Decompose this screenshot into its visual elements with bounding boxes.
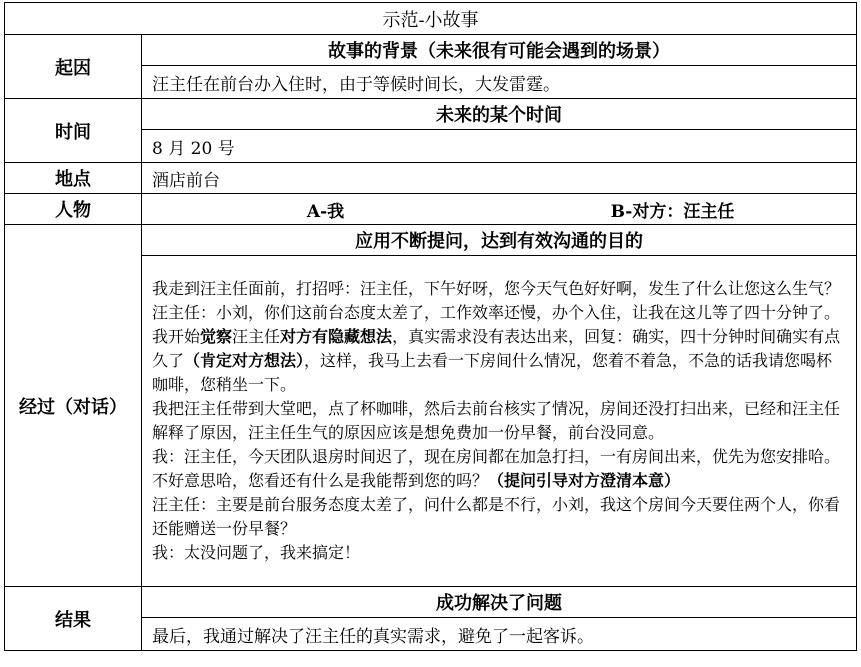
place-label: 地点 [5,163,142,194]
people-label: 人物 [5,194,142,225]
cause-label: 起因 [5,35,142,99]
process-label: 经过（对话） [5,225,142,587]
dialogue-line: 我：太没问题了，我来搞定！ [152,543,361,562]
people-row [142,194,857,225]
result-text: 最后，我通过解决了汪主任的真实需求，避免了一起客诉。 [142,618,857,651]
dialogue-line: 我开始觉察汪主任对方有隐藏想法，真实需求没有表达出来，回复：确实，四十分钟时间确实有点久了（肯定对方想法），这样，我马上去看一下房间什么情况，您着不着急，不急的话我请您喝杯咖啡，您稍坐一下。 [152,327,841,394]
cause-heading: 故事的背景（未来很有可能会遇到的场景） [142,35,857,66]
dialogue-body [142,256,857,587]
time-text: 8 月 20 号 [142,130,857,163]
dialogue-line: 我把汪主任带到大堂吧，点了杯咖啡，然后去前台核实了情况，房间还没打扫出来，已经和汪主任解释了原因，汪主任生气的原因应该是想免费加一份早餐，前台没同意。 [152,399,841,442]
cause-text: 汪主任在前台办入住时，由于等候时间长，大发雷霆。 [142,66,857,99]
person-b: B-对方：汪主任 [610,201,735,222]
place-text: 酒店前台 [142,163,857,194]
dialogue-line: 我走到汪主任面前，打招呼：汪主任，下午好呀，您今天气色好好啊，发生了什么让您这么生气？ [152,279,841,298]
process-heading: 应用不断提问，达到有效沟通的目的 [142,225,857,256]
result-label: 结果 [5,587,142,651]
dialogue-line: 我：汪主任，今天团队退房时间迟了，现在房间都在加急打扫，一有房间出来，优先为您安排哈。不好意思哈，您看还有什么是我能帮到您的吗？（提问引导对方澄清本意） [152,447,841,490]
story-table [4,2,857,651]
dialogue-line: 汪主任：主要是前台服务态度太差了，问什么都是不行，小刘，我这个房间今天要住两个人，你看还能赠送一份早餐？ [152,495,841,538]
result-heading: 成功解决了问题 [142,587,857,618]
dialogue-line: 汪主任：小刘，你们这前台态度太差了，工作效率还慢，办个入住，让我在这儿等了四十分钟了。 [152,303,841,322]
table-title: 示范-小故事 [5,3,857,35]
person-a: A-我 [306,201,345,222]
time-heading: 未来的某个时间 [142,99,857,130]
time-label: 时间 [5,99,142,163]
